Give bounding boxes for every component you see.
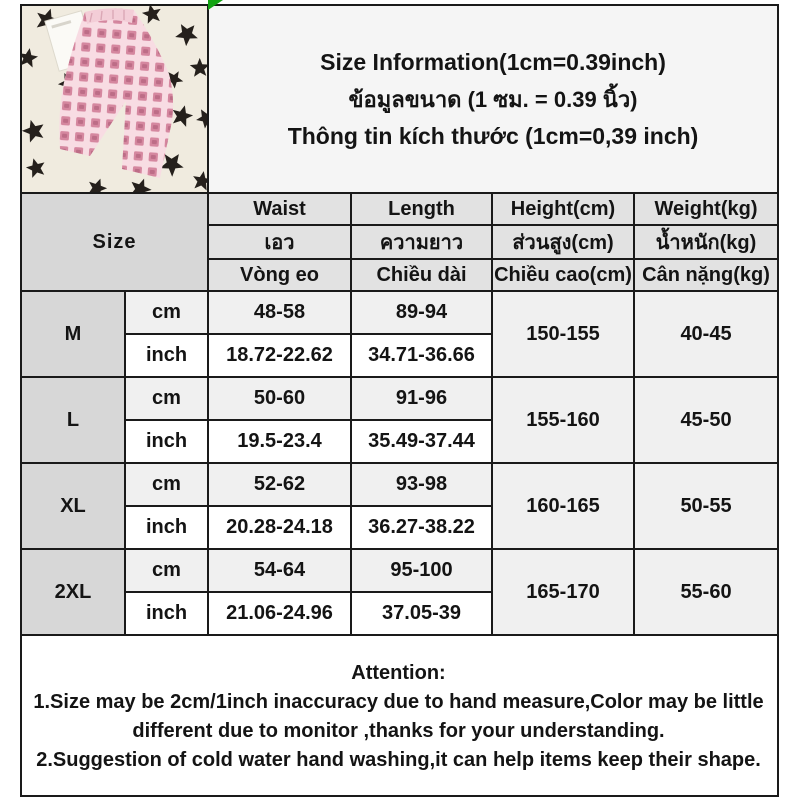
l-waist-inch: 19.5-23.4 [208, 420, 351, 463]
2xl-waist-inch: 21.06-24.96 [208, 592, 351, 635]
col-header-height-en: Height(cm) [492, 193, 634, 225]
title-cell [208, 5, 778, 193]
l-length-cm: 91-96 [351, 377, 492, 420]
unit-cm: cm [125, 463, 208, 506]
m-length-inch: 34.71-36.66 [351, 334, 492, 377]
title-vietnamese: Thông tin kích thước (1cm=0,39 inch) [287, 122, 699, 149]
unit-cm: cm [125, 291, 208, 334]
xl-length-cm: 93-98 [351, 463, 492, 506]
m-height: 150-155 [492, 291, 634, 377]
product-photo [22, 6, 207, 192]
xl-height: 160-165 [492, 463, 634, 549]
unit-inch: inch [125, 334, 208, 377]
col-header-height-vi: Chiều cao(cm) [492, 259, 634, 291]
attention-section [21, 635, 778, 796]
unit-cm: cm [125, 549, 208, 592]
attention-note-2: 2.Suggestion of cold water hand washing,it can help items keep their shape. [36, 749, 761, 771]
col-header-waist-en: Waist [208, 193, 351, 225]
xl-waist-inch: 20.28-24.18 [208, 506, 351, 549]
2xl-length-inch: 37.05-39 [351, 592, 492, 635]
l-height: 155-160 [492, 377, 634, 463]
unit-inch: inch [125, 592, 208, 635]
xl-weight: 50-55 [634, 463, 778, 549]
xl-length-inch: 36.27-38.22 [351, 506, 492, 549]
col-header-height-th: ส่วนสูง(cm) [492, 225, 634, 259]
col-header-length-th: ความยาว [351, 225, 492, 259]
col-header-weight-en: Weight(kg) [634, 193, 778, 225]
size-table [20, 4, 779, 797]
product-photo-cell [21, 5, 208, 193]
green-corner-marker [208, 0, 223, 10]
m-length-cm: 89-94 [351, 291, 492, 334]
unit-inch: inch [125, 506, 208, 549]
2xl-weight: 55-60 [634, 549, 778, 635]
title-thai: ข้อมูลขนาด (1 ซม. = 0.39 นิ้ว) [348, 86, 638, 112]
2xl-height: 165-170 [492, 549, 634, 635]
l-length-inch: 35.49-37.44 [351, 420, 492, 463]
col-header-weight-vi: Cân nặng(kg) [634, 259, 778, 291]
m-waist-inch: 18.72-22.62 [208, 334, 351, 377]
col-header-length-en: Length [351, 193, 492, 225]
size-label-l: L [21, 377, 125, 463]
size-header: Size [21, 193, 208, 291]
title-english: Size Information(1cm=0.39inch) [320, 48, 666, 75]
m-waist-cm: 48-58 [208, 291, 351, 334]
col-header-length-vi: Chiều dài [351, 259, 492, 291]
l-weight: 45-50 [634, 377, 778, 463]
xl-waist-cm: 52-62 [208, 463, 351, 506]
attention-heading: Attention: [351, 662, 446, 684]
size-label-2xl: 2XL [21, 549, 125, 635]
2xl-waist-cm: 54-64 [208, 549, 351, 592]
unit-inch: inch [125, 420, 208, 463]
size-label-xl: XL [21, 463, 125, 549]
2xl-length-cm: 95-100 [351, 549, 492, 592]
m-weight: 40-45 [634, 291, 778, 377]
unit-cm: cm [125, 377, 208, 420]
size-label-m: M [21, 291, 125, 377]
l-waist-cm: 50-60 [208, 377, 351, 420]
col-header-weight-th: น้ำหนัก(kg) [634, 225, 778, 259]
col-header-waist-th: เอว [208, 225, 351, 259]
col-header-waist-vi: Vòng eo [208, 259, 351, 291]
attention-note-1: 1.Size may be 2cm/1inch inaccuracy due to hand measure,Color may be little different due to monitor ,thanks for your understanding. [33, 691, 764, 742]
